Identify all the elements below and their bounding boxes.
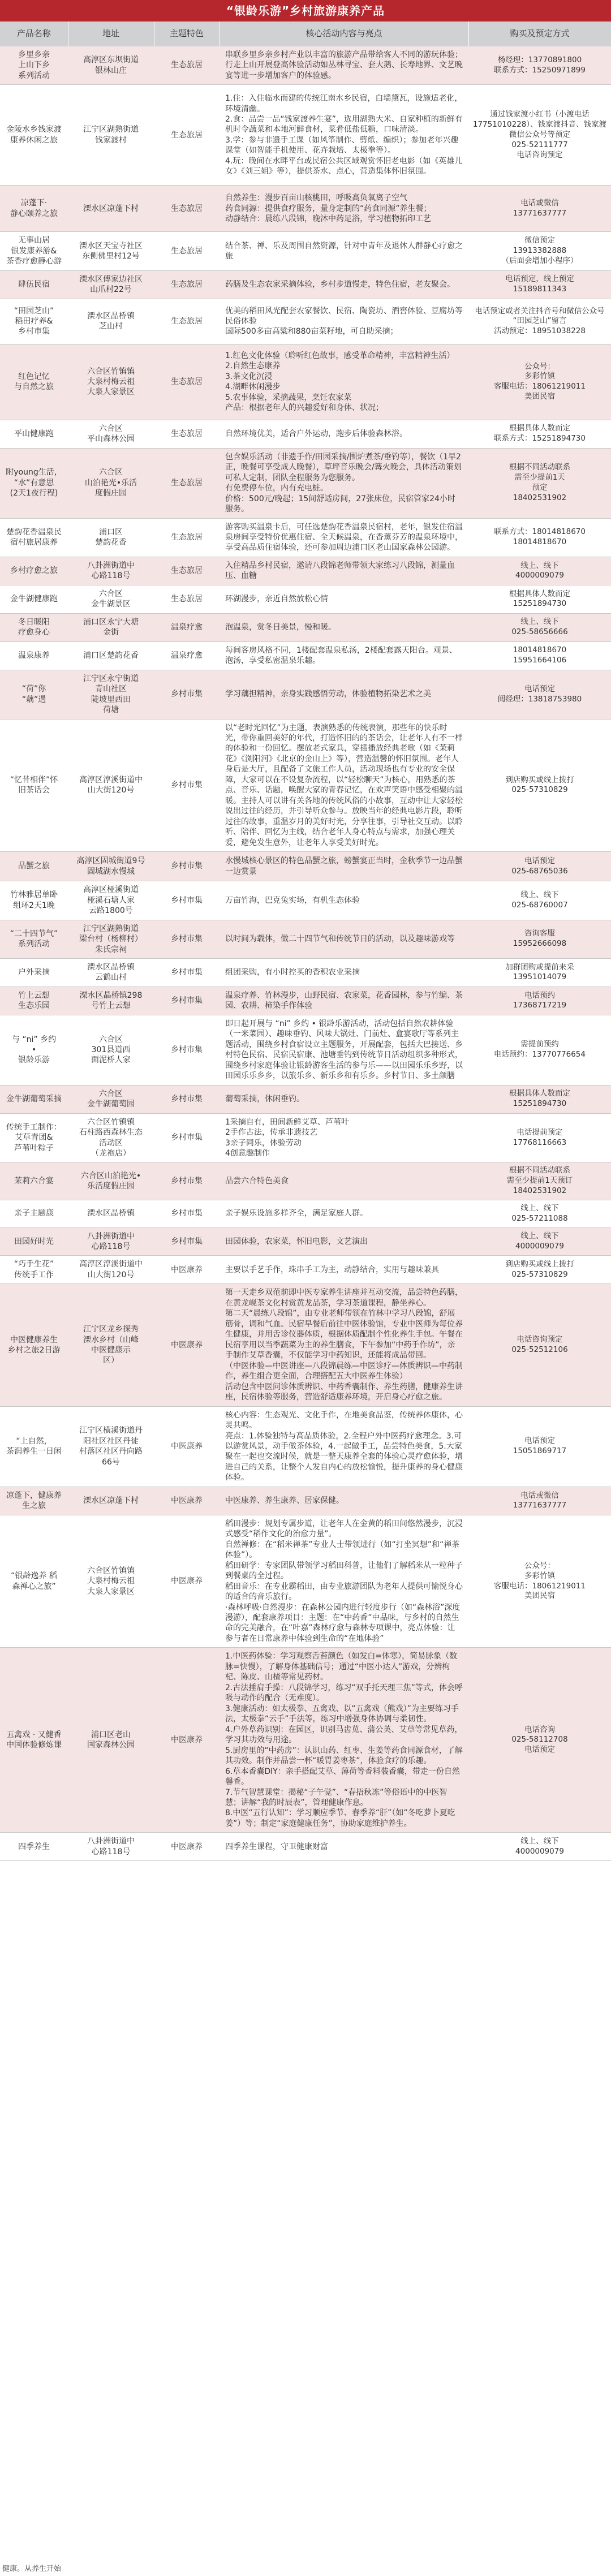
- booking-cell: 根据具体人数而定 15251894730: [468, 585, 611, 613]
- product-name-cell: “忆昔相伴”怀 旧茶话会: [0, 719, 68, 852]
- table-row: [0, 1227, 611, 1256]
- address-cell: 六合区 金牛湖葡萄园: [68, 1085, 154, 1113]
- theme-cell: 乡村市集: [154, 987, 220, 1015]
- table-row: [0, 958, 611, 987]
- content-cell: 第一天走乡双范前即中医专家养生讲座并互动交流，品尝特色药膳，在黄龙岘茶文化村赏黄龙品茶，学习茶道课程，静坐养心。 第二天“晨练八段锦”，由专业老师带领在竹林中学习八段锦，舒展筋骨，调和气血。民宿早餐后前往中医体验馆，专业中医师为每位养生健康，并用舌诊仪器体质，根据体质配制个性化养生手包。午餐在民宿享用以当季蔬菜为主的养生膳食，下午参加“中药手作坊”，亲手制作艾草香囊，不仅能学习中药知识，还能将成品带回。 （中医体验—中医讲座—八段锦晨练—中医诊疗—体质辨识—中药制作，养生组合更全面，合理搭配五大中医养生体验） 活动包含中医问诊体质辨识、中药香囊制作、养生药膳，健康养生讲座，民宿体验等服务，营造舒适康养环境，开启身心疗愈之旅。: [220, 1284, 468, 1406]
- theme-cell: 乡村市集: [154, 1200, 220, 1227]
- address-cell: 溧水区凉蓬下村: [68, 1487, 154, 1515]
- content-cell: 万亩竹海，巴克兔实场，有机生态体验: [220, 881, 468, 920]
- booking-cell: 线上、线下 4000009079: [468, 1833, 611, 1861]
- table-row: [0, 1113, 611, 1162]
- theme-cell: 生态旅居: [154, 585, 220, 613]
- product-name-cell: 凉蓬下· 静心颐养之旅: [0, 186, 68, 232]
- content-cell: 环湖漫步，亲近自然放松心情: [220, 585, 468, 613]
- booking-cell: 需提前预约 电话预约：13770776654: [468, 1015, 611, 1085]
- product-name-cell: 户外采摘: [0, 958, 68, 987]
- product-name-cell: “上自然， 茶润养生一日闲: [0, 1406, 68, 1487]
- address-cell: 高淳区桠溪街道 桠溪石塘人家 云路1800号: [68, 881, 154, 920]
- address-cell: 六合区 平山森林公园: [68, 420, 154, 448]
- table-row: [0, 270, 611, 299]
- booking-cell: 电话或微信 13771637777: [468, 186, 611, 232]
- product-name-cell: 品蟹之旅: [0, 852, 68, 881]
- content-cell: 1.住：入住临水而建的传统江南水乡民宿，白墙黛瓦，设施适老化，环境清幽。 2.食：品尝一品“钱家渡养生宴”，选用湖熟大米、自家种植的新鲜有机时令蔬菜和本地河鲜食材，菜肴低盐低糖，口味清淡。 3.学：参与非遗手工课（如风筝制作、剪纸、编织）；参加老年兴趣课堂（如智能手机使用、花卉栽培、太极拳等）。 4.玩：晚间在水畔平台或民宿公共区域观赏怀旧老电影（如《英雄儿女》《刘三姐》等），提供茶水、点心，营造集体怀旧氛围。: [220, 85, 468, 186]
- content-cell: 1.中医药体验：学习观察舌苔颜色（如发白=体寒），简易脉象（数脉=快慢），了解身体基础信号；通过“中医小达人”游戏，分辨枸杞、陈皮、山楂等常见药材。 2.古法捶肩手操：八段锦学习，练习“双手托天理三焦”等式，体会呼吸与动作的配合（无难度）。 3.健康活动：如太极拳、五禽戏、以“五禽戏（熊戏）”为主要练习手法，太极拳“云手”手法等，练习中增强身体协调与柔韧性。 4.户外草药识别：在园区，识别马齿苋、蒲公英、艾草等常见草药，学习其功效与用途。 5.厨房里的“中药房”：认识山药、红枣、生姜等药食同源食材，了解其功效。制作并品尝一杯“暖胃姜枣茶”，体验食疗的乐趣。 6.草本香囊DIY：亲手搭配艾草、薄荷等香料装香囊，带走一份自然馨香。 7.节气智慧课堂：揭秘“子午觉”、“春捂秋冻”等俗语中的中医智慧；讲解“我的时辰表”，管理健康作息。 8.中医“五行认知”：学习顺应季节、春季养“肝”（如“冬吃萝卜夏吃姜”）等；制定“家庭健康任务”，协助家庭维护养生。: [220, 1648, 468, 1833]
- content-cell: 亲子娱乐设施多样齐全，满足家庭人群。: [220, 1200, 468, 1227]
- booking-cell: 根据具体人数而定 联系方式：15251894730: [468, 420, 611, 448]
- booking-cell: 咨询客服 15952666098: [468, 920, 611, 958]
- product-name-cell: 中医健康养生 乡村之旅2日游: [0, 1284, 68, 1406]
- address-cell: 浦口区 楚韵花香: [68, 518, 154, 557]
- table-row: [0, 585, 611, 613]
- table-row: [0, 85, 611, 186]
- theme-cell: 乡村市集: [154, 1085, 220, 1113]
- booking-cell: 公众号： 多彩竹镇 客服电话：18061219011 美团民宿: [468, 1515, 611, 1648]
- theme-cell: 温泉疗愈: [154, 613, 220, 641]
- table-body: [0, 46, 611, 1861]
- content-cell: 自然环境优美，适合户外运动，跑步后体验森林浴。: [220, 420, 468, 448]
- table-row: [0, 1085, 611, 1113]
- theme-cell: 中医康养: [154, 1406, 220, 1487]
- theme-cell: 中医康养: [154, 1515, 220, 1648]
- address-cell: 江宁区横溪街道丹 阳社区社区丹徒 村落区社区丹向路 66号: [68, 1406, 154, 1487]
- product-name-cell: 红色记忆 与自然之旅: [0, 344, 68, 420]
- address-cell: 溧水区天宝寺社区 东侧佛里村12号: [68, 232, 154, 270]
- table-row: [0, 46, 611, 85]
- footer-caption: 健康。从养生开始: [2, 2565, 62, 2573]
- address-cell: 江宁区湖熟街道 梁台村（杨柳村） 朱氏宗祠: [68, 920, 154, 958]
- content-cell: 组团采购，有小时控买的香积农业采摘: [220, 958, 468, 987]
- address-cell: 高淳区淳溪街道中 山大街120号: [68, 1256, 154, 1284]
- table-row: [0, 1648, 611, 1833]
- theme-cell: 乡村市集: [154, 920, 220, 958]
- table-row: [0, 987, 611, 1015]
- theme-cell: 中医康养: [154, 1284, 220, 1406]
- table-row: [0, 920, 611, 958]
- content-cell: 每间客房风格不同，1楼配套温泉私汤，2楼配套露天阳台。观景、泡汤，享受私密温泉乐趣。: [220, 641, 468, 670]
- product-name-cell: 传统手工制作： 艾草青团& 芦苇叶粽子: [0, 1113, 68, 1162]
- table-row: [0, 1162, 611, 1200]
- address-cell: 六合区 山泊艳光•乐活 度假庄园: [68, 448, 154, 518]
- content-cell: 游客购买温泉卡后，可任选楚韵花香温泉民宿村，老年，银发住宿温泉房间享受特价优惠住宿、全天候温泉，在香薰芬芳的温泉环境中，享受高品质住宿体验，还可参加周边浦口区老山国家森林公园游。: [220, 518, 468, 557]
- header-booking: 购买及预定方式: [468, 21, 611, 46]
- table-row: [0, 852, 611, 881]
- address-cell: 溧水区凉蓬下村: [68, 186, 154, 232]
- product-name-cell: “荷”你 “藕”遇: [0, 670, 68, 719]
- booking-cell: 电话提前预定 17768116663: [468, 1113, 611, 1162]
- table-row: [0, 1256, 611, 1284]
- content-cell: 药膳及生态农家采摘体验，乡村步道慢走，特色住宿，老友聚会。: [220, 270, 468, 299]
- booking-cell: 线上、线下 025-68760007: [468, 881, 611, 920]
- table-row: [0, 1200, 611, 1227]
- table-row: [0, 448, 611, 518]
- booking-cell: 根据不同活动联系 需至少提前1天 预定 18402531902: [468, 448, 611, 518]
- table-row: [0, 186, 611, 232]
- content-cell: 学习藕担精神，亲身实践感悟劳动，体验植物拓染艺术之美: [220, 670, 468, 719]
- content-cell: 1.红色文化体验（聆听红色故事，感受革命精神，丰富精神生活） 2.自然生态康养 3.茶文化沉浸 4.湖畔休闲漫步 5.农事体验，采摘蔬果，烹饪农家菜 产品：根据老年人的兴趣爱好和身体、状况；: [220, 344, 468, 420]
- table-row: [0, 1284, 611, 1406]
- content-cell: 水慢城核心景区的特色品蟹之旅，螃蟹宴正当时，金秋季节一边品蟹一边赏景: [220, 852, 468, 881]
- product-name-cell: 五禽戏 · 又健香 中国体验修炼课: [0, 1648, 68, 1833]
- theme-cell: 乡村市集: [154, 852, 220, 881]
- table-row: [0, 1833, 611, 1861]
- address-cell: 六合区竹镇镇 大泉村梅云祖 大泉人家景区: [68, 1515, 154, 1648]
- booking-cell: 联系方式：18014818670 18014818670: [468, 518, 611, 557]
- booking-cell: 电话预定 15051869717: [468, 1406, 611, 1487]
- product-name-cell: 竹林雅居单卧 组环2天1晚: [0, 881, 68, 920]
- booking-cell: 公众号： 多彩竹镇 客服电话：18061219011 美团民宿: [468, 344, 611, 420]
- content-cell: 包含娱乐活动（非遗手作/田园采摘/围炉煮茶/垂钓等），餐饮（1早2正，晚餐可享受成人晚餐），草坪音乐晚会/篝火晚会，具体活动策划可私人定制，团队全程服务为您服务。 有免费停车位，内有充电桩。 价格：500元/晚起；15间舒适房间，27张床位，民宿管家24小时服务。: [220, 448, 468, 518]
- product-name-cell: 平山健康跑: [0, 420, 68, 448]
- booking-cell: 电话预约 17368717219: [468, 987, 611, 1015]
- booking-cell: 到店购买或线上拨打 025-57310829: [468, 1256, 611, 1284]
- content-cell: 以时间为载体，做二十四节气和传统节日的活动，以及趣味游戏等: [220, 920, 468, 958]
- address-cell: 溧水区晶桥镇 云鹤山村: [68, 958, 154, 987]
- header-product-name: 产品名称: [0, 21, 68, 46]
- theme-cell: 生态旅居: [154, 232, 220, 270]
- product-name-cell: 楚韵花香温泉民 宿村旅居康养: [0, 518, 68, 557]
- product-name-cell: 金牛湖葡萄采摘: [0, 1085, 68, 1113]
- product-name-cell: “田园芝山” 稻田疗养& 乡村市集: [0, 299, 68, 344]
- header-address: 地址: [68, 21, 154, 46]
- product-table: [0, 21, 611, 1861]
- theme-cell: 生态旅居: [154, 344, 220, 420]
- theme-cell: 乡村市集: [154, 1113, 220, 1162]
- address-cell: 溧水区晶桥镇298 号竹上云想: [68, 987, 154, 1015]
- content-cell: 四季养生课程，守卫健康财富: [220, 1833, 468, 1861]
- booking-cell: 加群团购或提前来采 13951014079: [468, 958, 611, 987]
- address-cell: 高淳区固城街道9号 固城湖水慢城: [68, 852, 154, 881]
- content-cell: 结合茶、禅、乐及周围自然资源，针对中青年及退休人群静心疗愈之旅: [220, 232, 468, 270]
- theme-cell: 乡村市集: [154, 958, 220, 987]
- theme-cell: 中医康养: [154, 1833, 220, 1861]
- table-row: [0, 344, 611, 420]
- address-cell: 溧水区晶桥镇 芝山村: [68, 299, 154, 344]
- product-name-cell: 金牛湖健康跑: [0, 585, 68, 613]
- address-cell: 八卦洲街道中 心路118号: [68, 1227, 154, 1256]
- product-name-cell: 冬日暖阳 疗愈身心: [0, 613, 68, 641]
- content-cell: 葡萄采摘，休闲垂钓。: [220, 1085, 468, 1113]
- address-cell: 江宁区湖熟街道 钱家渡村: [68, 85, 154, 186]
- product-name-cell: 田园好时光: [0, 1227, 68, 1256]
- product-name-cell: 亲子主题康: [0, 1200, 68, 1227]
- address-cell: 六合区 301县道西 面泥桥人家: [68, 1015, 154, 1085]
- product-name-cell: 茉莉六合宴: [0, 1162, 68, 1200]
- booking-cell: 到店购买或线上拨打 025-57310829: [468, 719, 611, 852]
- theme-cell: 乡村市集: [154, 1015, 220, 1085]
- address-cell: 六合区竹镇镇 大泉村梅云祖 大泉人家景区: [68, 344, 154, 420]
- table-row: [0, 1487, 611, 1515]
- header-content: 核心活动内容与亮点: [220, 21, 468, 46]
- booking-cell: 线上、线下 4000009079: [468, 557, 611, 585]
- address-cell: 八卦洲街道中 心路118号: [68, 557, 154, 585]
- content-cell: 即日起开展与 “ni” 乡约 • 银龄乐游活动，活动包括自然农耕体验（一米菜园）、趣味垂钓、风味大锅灶、门前灶、盒宴歌厅等系列主题活动，围绕乡村食宿设立主题服务，开展配套，包括大巴接送、乡村特色民宿、民宿民宿康、池塘垂钓到传统节日活动组织多种形式，围绕乡村家庭体验让银龄游客生活的参与乐——以田园乐乐乡野，以田园乐乐乡乡，以旅乐乡、新乐乡和有乐乡。乡村节日、多土颜膳: [220, 1015, 468, 1085]
- theme-cell: 生态旅居: [154, 448, 220, 518]
- booking-cell: 18014818670 15951664106: [468, 641, 611, 670]
- theme-cell: 生态旅居: [154, 186, 220, 232]
- product-name-cell: “二十四节气” 系列活动: [0, 920, 68, 958]
- booking-cell: 线上、线下 4000009079: [468, 1227, 611, 1256]
- theme-cell: 乡村市集: [154, 881, 220, 920]
- content-cell: 主要以手艺手作，珠串手工为主，动静结合，实用与趣味兼具: [220, 1256, 468, 1284]
- content-cell: 以“老时光回忆”为主题，表演熟悉的传统表演，那些年的快乐时光，带你重回美好的年代，打造怀旧的的茶话会，让老年人有不一样的体验和一份回忆。摆放老式家具，穿插播放经典老歌（如《茉莉花》《浏阳河》《北京的金山上》等），营造温馨的怀旧氛围。老年人身后是大厅，且配备了文旅工作人员，活动现场也有专业的安全保障，大家可以在不设复杂流程，以“轻松聊天”为核心，用熟悉的茶点、音乐、话题，唤醒大家的青春记忆，在欢声笑语中感受相聚的温暖。主持人可以讲有关各地的传统风俗的小故事，互动中让大家轻松说出过往的经历，并引导听众参与。放映当年的经典电影片段，聆听过往的故事，重温岁月的美好时光，分享往事，引导社交互动。以聆听、陪伴、回忆为主线，结合老年人身心特点与需求，加强心理关爱，避免发生意外，让老年人享受美好时光。: [220, 719, 468, 852]
- address-cell: 浦口区永宁大塘 金街: [68, 613, 154, 641]
- theme-cell: 生态旅居: [154, 557, 220, 585]
- product-name-cell: 竹上云想 生态乐园: [0, 987, 68, 1015]
- content-cell: 泡温泉，赏冬日美景，慢和暖。: [220, 613, 468, 641]
- table-row: [0, 518, 611, 557]
- address-cell: 溧水区傅家边社区 山爪村22号: [68, 270, 154, 299]
- theme-cell: 乡村市集: [154, 1162, 220, 1200]
- booking-cell: 电话咨询 025-58112708 电话预定: [468, 1648, 611, 1833]
- content-cell: 田园体验，农家菜，怀旧电影，文艺演出: [220, 1227, 468, 1256]
- header-theme: 主题特色: [154, 21, 220, 46]
- address-cell: 八卦洲街道中 心路118号: [68, 1833, 154, 1861]
- product-name-cell: 乡里乡亲 上山下乡 系列活动: [0, 46, 68, 85]
- theme-cell: 温泉疗愈: [154, 641, 220, 670]
- booking-cell: 线上、线下 025-58656666: [468, 613, 611, 641]
- content-cell: 串联乡里乡亲乡村产业以丰富的旅游产品带给客人不同的游玩体验；行走上山开展登高体验活动如丛林寻宝、套大鹅、长寿地界、文艺晚宴等进一步增加客户的体验感。: [220, 46, 468, 85]
- table-row: [0, 719, 611, 852]
- address-cell: 六合区 金牛湖景区: [68, 585, 154, 613]
- booking-cell: 电话预定或者关注抖音号和微信公众号 “田园芝山”留言 活动预定：18951038228: [468, 299, 611, 344]
- theme-cell: 中医康养: [154, 1256, 220, 1284]
- page-title: “银龄乐游”乡村旅游康养产品: [0, 0, 611, 21]
- theme-cell: 生态旅居: [154, 420, 220, 448]
- product-name-cell: 乡村疗愈之旅: [0, 557, 68, 585]
- content-cell: 优美的稻田风光配套农家餐饮、民宿、陶瓷坊、酒窖体验、豆腐坊等民俗体验 国际500多亩高粱和880亩菜籽地，可自助采摘；: [220, 299, 468, 344]
- booking-cell: 电话咨询预定 025-52512106: [468, 1284, 611, 1406]
- address-cell: 六合区竹镇镇 石柱路西森林生态 活动区 （龙袍店）: [68, 1113, 154, 1162]
- address-cell: 溧水区晶桥镇: [68, 1200, 154, 1227]
- table-row: [0, 613, 611, 641]
- booking-cell: 根据具体人数而定 15251894730: [468, 1085, 611, 1113]
- table-row: [0, 1515, 611, 1648]
- address-cell: 浦口区楚韵花香: [68, 641, 154, 670]
- content-cell: 1采摘自有，田间新鲜艾草、芦苇叶 2手作古法，传承非遗技艺 3亲子同乐，体验劳动 4创意趣制作: [220, 1113, 468, 1162]
- table-row: [0, 557, 611, 585]
- table-row: [0, 1015, 611, 1085]
- address-cell: 高淳区淳溪街道中 山大街120号: [68, 719, 154, 852]
- theme-cell: 生态旅居: [154, 85, 220, 186]
- product-name-cell: “巧手生花” 传统手工作: [0, 1256, 68, 1284]
- table-row: [0, 641, 611, 670]
- product-name-cell: 无事山居 银发康养游& 茶香疗愈静心游: [0, 232, 68, 270]
- product-name-cell: 肆伍民宿: [0, 270, 68, 299]
- content-cell: 温泉疗养、竹林漫步，山野民宿、农家菜，花香园林，参与竹编、茶园、农耕、柿染手作体验: [220, 987, 468, 1015]
- content-cell: 品尝六合特色美食: [220, 1162, 468, 1200]
- theme-cell: 生态旅居: [154, 46, 220, 85]
- booking-cell: 杨经理：13770891800 联系方式：15250971899: [468, 46, 611, 85]
- theme-cell: 乡村市集: [154, 1227, 220, 1256]
- theme-cell: 中医康养: [154, 1648, 220, 1833]
- booking-cell: 微信预定 13913382888 （后面会增加小程序）: [468, 232, 611, 270]
- product-name-cell: 附young生活， “水”有意思 (2天1夜行程): [0, 448, 68, 518]
- table-header-row: [0, 21, 611, 46]
- theme-cell: 生态旅居: [154, 270, 220, 299]
- table-row: [0, 1406, 611, 1487]
- product-name-cell: 四季养生: [0, 1833, 68, 1861]
- table-row: [0, 232, 611, 270]
- content-cell: 入住精品乡村民宿，邀请八段锦老师带领大家练习八段锦，测量血压、血糖: [220, 557, 468, 585]
- address-cell: 浦口区老山 国家森林公园: [68, 1648, 154, 1833]
- theme-cell: 生态旅居: [154, 299, 220, 344]
- content-cell: 稻田漫步：规划专属步道，让老年人在金黄的稻田间悠然漫步，沉浸式感受“稻作文化的治愈力量”。 自然禅修：在“稻米禅茶”专业人士带领进行（如“打坐冥想”和“禅茶体验”）。 稻田研学：专家团队带领学习稻田科普，让他们了解稻米从一粒种子到餐桌的全过程。 稻田音乐：在专业霸稻田，由专业旅游团队为老年人提供可愉悦身心的适合的音乐旅行。 ·森林呼吸·自然漫步：在森林公园内进行轻度步行（如“森林浴”深度漫游），配套康养项目：主题：在“中药香”中品味，与乡村的自然生命的完美融合，在“叶嘉”森林疗愈与森林专项课中，亮点体验：让参与者在日常康养中体验到生命的“在地体验”: [220, 1515, 468, 1648]
- booking-cell: 通过钱家渡小红书（小渡电话17751010228）、钱家渡抖音、钱家渡微信公众号等预定 025-52111777 电话咨询预定: [468, 85, 611, 186]
- product-name-cell: 凉蓬下，健康养 生之旅: [0, 1487, 68, 1515]
- booking-cell: 根据不同活动联系 需至少提前1天预订 18402531902: [468, 1162, 611, 1200]
- table-row: [0, 670, 611, 719]
- table-row: [0, 299, 611, 344]
- content-cell: 核心内容：生态观光、文化手作，在地美食品鉴，传统养体康体，心灵共鸣。 亮点：1.体验独特与高品质体验，2.全程户外中医药疗愈理念。3.可以游赏风景，动手做茶体验，4.一起做手工，品尝特色美食，5.大家聚在一起也交流时候，就是一整天康养全套的体验心灵疗愈体验，增进自己的关系，让整个人发自内心的放松愉悦，提升康养的身心健康体验。: [220, 1406, 468, 1487]
- product-name-cell: 金陵水乡钱家渡 康养休闲之旅: [0, 85, 68, 186]
- theme-cell: 乡村市集: [154, 670, 220, 719]
- theme-cell: 乡村市集: [154, 719, 220, 852]
- address-cell: 江宁区永宁街道 青山社区 陡坡里西田 荷塘: [68, 670, 154, 719]
- booking-cell: 电话预定 025-68765036: [468, 852, 611, 881]
- address-cell: 六合区山泊艳光• 乐活度假庄园: [68, 1162, 154, 1200]
- table-row: [0, 420, 611, 448]
- product-name-cell: 温泉康养: [0, 641, 68, 670]
- booking-cell: 电话或微信 13771637777: [468, 1487, 611, 1515]
- address-cell: 高淳区东坝街道 银林山庄: [68, 46, 154, 85]
- content-cell: 自然养生：漫步百亩山核桃田，呼吸高负氧离子空气 药食同源：提供食疗服务，量身定制的“药食同源”养生餐； 动静结合：晨练八段锦，晚沐中药足浴，学习植物拓印工艺: [220, 186, 468, 232]
- theme-cell: 中医康养: [154, 1487, 220, 1515]
- theme-cell: 生态旅居: [154, 518, 220, 557]
- booking-cell: 线上、线下 025-57211088: [468, 1200, 611, 1227]
- product-name-cell: 与 “ni” 乡约 • 银龄乐游: [0, 1015, 68, 1085]
- booking-cell: 电话预定，线上预定 15189811343: [468, 270, 611, 299]
- address-cell: 江宁区龙乡探秀 溧水乡村（山峰 中医健康示 区）: [68, 1284, 154, 1406]
- booking-cell: 电话预定 阅经理：13818753980: [468, 670, 611, 719]
- content-cell: 中医康养、养生康养、居家保健。: [220, 1487, 468, 1515]
- table-row: [0, 881, 611, 920]
- product-name-cell: “银龄逸养 稻 森禅心之旅”: [0, 1515, 68, 1648]
